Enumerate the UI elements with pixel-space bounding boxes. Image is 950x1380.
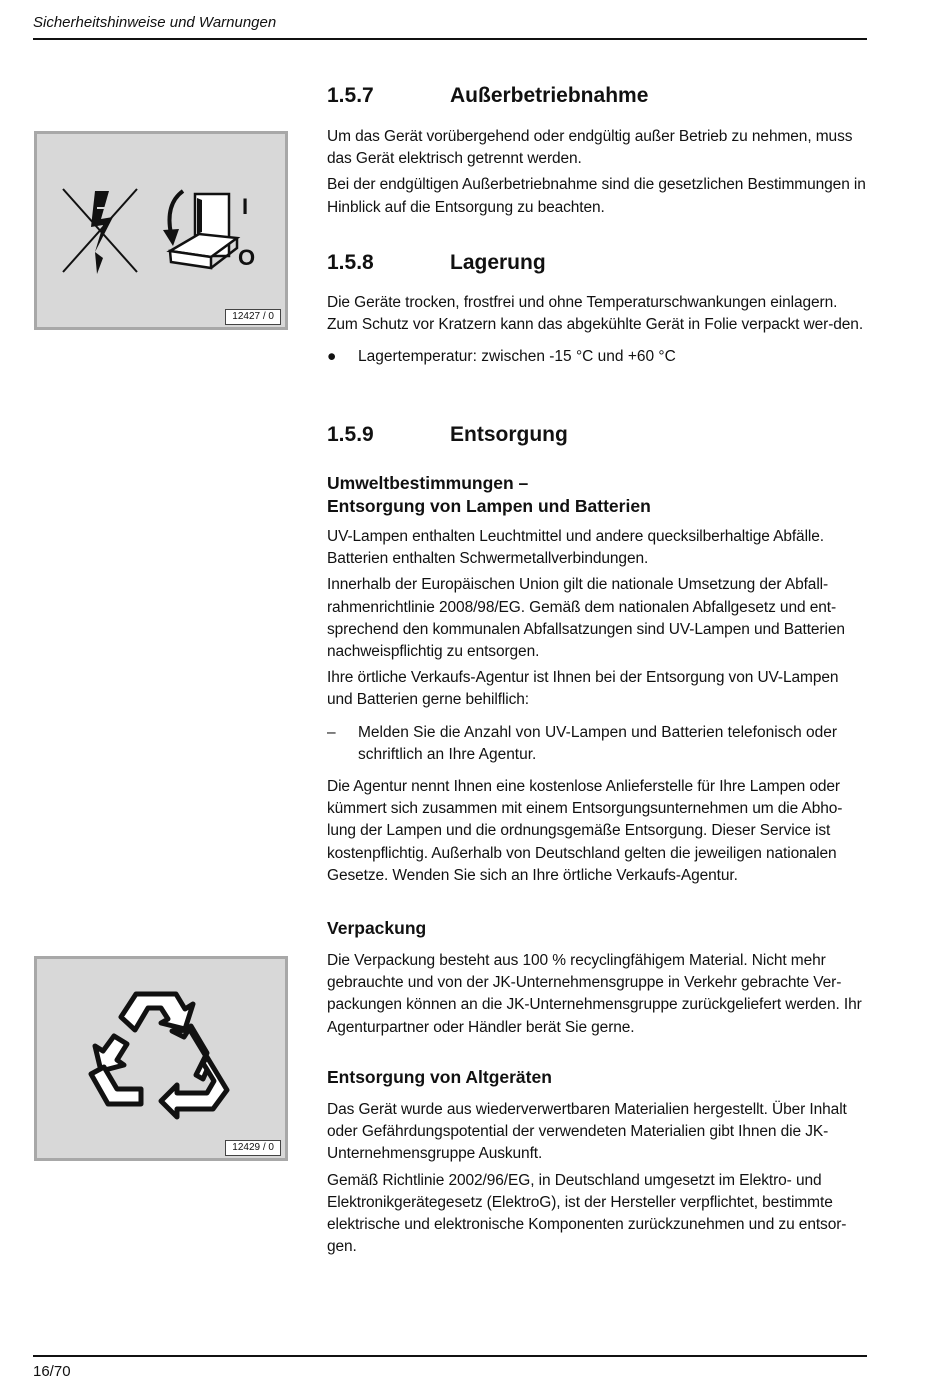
- section-1-5-8-body: [327, 292, 867, 369]
- subsection-title: [327, 472, 867, 518]
- figure-label: 12427 / 0: [225, 309, 281, 325]
- paragraph: UV-Lampen enthalten Leuchtmittel und andere quecksilberhaltige Abfälle. Batterien enthalten Schwermetallverbindungen.: [327, 528, 824, 568]
- paragraph: Die Verpackung besteht aus 100 % recyclingfähigem Material. Nicht mehr gebrauchte und von der JK-Unternehmensgruppe in Verkehr gebrachte Ver-packungen können an die JK-Unternehmensgruppe zurückgeliefert werden. Ihr Agenturpartner oder Händler berät Sie gerne.: [327, 952, 862, 1036]
- disconnect-illustration: [37, 134, 285, 327]
- list-item: [327, 346, 867, 368]
- section-1-5-8: [327, 251, 867, 275]
- list-item: [327, 722, 867, 766]
- svg-text:I: I: [242, 194, 249, 219]
- subsection-title: Entsorgung von Altgeräten: [327, 1067, 552, 1087]
- section-heading: [327, 251, 867, 275]
- page-number: 16/70: [33, 1363, 71, 1380]
- section-heading: [327, 84, 867, 108]
- section-heading: [327, 423, 867, 447]
- running-header: Sicherheitshinweise und Warnungen: [33, 14, 277, 31]
- section-title: Außerbetriebnahme: [450, 84, 649, 107]
- figure-recycling: [34, 956, 288, 1161]
- subsection-lamps-batteries: [327, 472, 867, 887]
- svg-text:O: O: [238, 245, 256, 270]
- dash-marker: –: [327, 723, 336, 741]
- section-title: Lagerung: [450, 251, 546, 274]
- subsection-old-devices: [327, 1066, 867, 1258]
- section-1-5-9: [327, 423, 867, 447]
- recycling-icon: [37, 959, 285, 1158]
- paragraph: Innerhalb der Europäischen Union gilt die nationale Umsetzung der Abfall-rahmenrichtlinie 2008/98/EG. Gemäß dem nationalen Abfallgesetz und ent-sprechend den kommunalen Abfallsatzungen sind UV-Lampen und Batterien nachweispflichtig zu entsorgen.: [327, 576, 845, 661]
- paragraph: Um das Gerät vorübergehend oder endgültig außer Betrieb zu nehmen, muss das Gerät elektrisch getrennt werden.: [327, 128, 853, 168]
- subsection-title-line: Umweltbestimmungen –: [327, 473, 529, 493]
- paragraph: Die Agentur nennt Ihnen eine kostenlose Anlieferstelle für Ihre Lampen oder kümmert sich zusammen mit einem Entsorgungsunternehmen um die Abho-lung der Lampen und die ordnungsgemäße Entsorgung. Dieser Service ist kostenpflichtig. Außerhalb von Deutschland gelten die jeweiligen nationalen Gesetze. Wenden Sie sich an Ihre örtliche Verkaufs-Agentur.: [327, 778, 843, 884]
- section-title: Entsorgung: [450, 423, 568, 446]
- list-item-text: Lagertemperatur: zwischen -15 °C und +60 °C: [358, 348, 676, 366]
- bullet-icon: ●: [327, 348, 337, 366]
- figure-label: 12429 / 0: [225, 1140, 281, 1156]
- subsection-title-line: Entsorgung von Lampen und Batterien: [327, 496, 651, 516]
- paragraph: Das Gerät wurde aus wiederverwertbaren Materialien hergestellt. Über Inhalt oder Gefährdungspotential der verwendeten Materialien gibt Ihnen die JK-Unternehmensgruppe Auskunft.: [327, 1101, 847, 1163]
- paragraph: Ihre örtliche Verkaufs-Agentur ist Ihnen bei der Entsorgung von UV-Lampen und Batterien gerne behilflich:: [327, 669, 839, 709]
- paragraph: Bei der endgültigen Außerbetriebnahme sind die gesetzlichen Bestimmungen in Hinblick auf die Entsorgung zu beachten.: [327, 176, 866, 216]
- paragraph: Gemäß Richtlinie 2002/96/EG, in Deutschland umgesetzt im Elektro- und Elektronikgerätegesetz (ElektroG), ist der Hersteller verpflichtet, bestimmte elektrische und elektronische Komponenten zurückzunehmen und zu entsor-gen.: [327, 1171, 847, 1256]
- section-number: 1.5.7: [327, 84, 374, 107]
- subsection-title: Verpackung: [327, 918, 427, 938]
- list-item-text: Melden Sie die Anzahl von UV-Lampen und Batterien telefonisch oder schriftlich an Ihre Agentur.: [358, 723, 838, 763]
- section-1-5-7-body: [327, 126, 867, 219]
- section-number: 1.5.8: [327, 251, 374, 274]
- section-number: 1.5.9: [327, 423, 374, 446]
- power-switch-icon: [163, 191, 255, 270]
- paragraph: Die Geräte trocken, frostfrei und ohne Temperaturschwankungen einlagern. Zum Schutz vor Kratzern kann das abgekühlte Gerät in Folie verpackt wer-den.: [327, 294, 864, 334]
- header-rule: [33, 38, 867, 40]
- subsection-packaging: [327, 917, 867, 1039]
- section-1-5-7: [327, 84, 867, 108]
- figure-disconnect: [34, 131, 288, 330]
- footer-rule: [33, 1355, 867, 1357]
- no-lightning-icon: [63, 189, 137, 274]
